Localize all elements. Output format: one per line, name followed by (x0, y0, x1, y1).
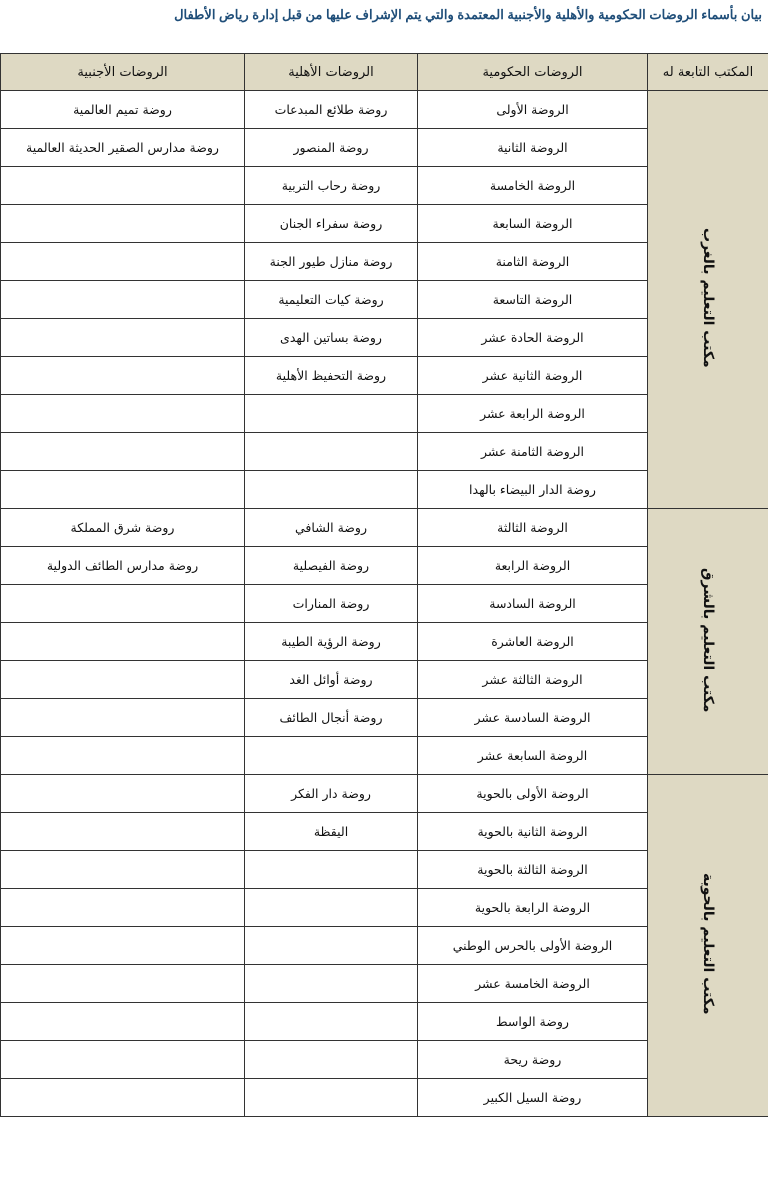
private-cell: روضة كيات التعليمية (245, 281, 418, 319)
private-cell (245, 737, 418, 775)
private-cell: روضة منازل طيور الجنة (245, 243, 418, 281)
foreign-cell (1, 395, 245, 433)
government-cell: الروضة الأولى بالحوية (418, 775, 648, 813)
office-cell (648, 775, 768, 1117)
private-cell: روضة الرؤية الطيبة (245, 623, 418, 661)
private-cell (245, 1003, 418, 1041)
government-cell: روضة الدار البيضاء بالهدا (418, 471, 648, 509)
government-cell: روضة السيل الكبير (418, 1079, 648, 1117)
private-cell: روضة التحفيظ الأهلية (245, 357, 418, 395)
foreign-cell: روضة تميم العالمية (1, 91, 245, 129)
office-name: مكتب التعليم بالشرق (700, 567, 716, 713)
private-cell: روضة بساتين الهدى (245, 319, 418, 357)
private-cell: روضة أنجال الطائف (245, 699, 418, 737)
government-cell: الروضة التاسعة (418, 281, 648, 319)
private-cell: اليقظة (245, 813, 418, 851)
private-cell (245, 1079, 418, 1117)
office-name: مكتب التعليم بالحوية (700, 873, 716, 1015)
government-cell: الروضة السادسة (418, 585, 648, 623)
table-row (1, 91, 768, 129)
private-cell (245, 927, 418, 965)
foreign-cell: روضة مدارس الطائف الدولية (1, 547, 245, 585)
government-cell: الروضة الثالثة (418, 509, 648, 547)
foreign-cell (1, 813, 245, 851)
government-cell: الروضة السادسة عشر (418, 699, 648, 737)
foreign-cell (1, 433, 245, 471)
government-cell: الروضة الحادة عشر (418, 319, 648, 357)
table-header-row (1, 54, 768, 91)
private-cell: روضة أوائل الغد (245, 661, 418, 699)
foreign-cell (1, 889, 245, 927)
private-cell (245, 1041, 418, 1079)
private-cell (245, 471, 418, 509)
header-private: الروضات الأهلية (245, 54, 418, 91)
foreign-cell (1, 699, 245, 737)
office-cell (648, 509, 768, 775)
government-cell: الروضة الثانية بالحوية (418, 813, 648, 851)
foreign-cell (1, 205, 245, 243)
government-cell: الروضة الثامنة عشر (418, 433, 648, 471)
foreign-cell (1, 965, 245, 1003)
private-cell: روضة طلائع المبدعات (245, 91, 418, 129)
foreign-cell (1, 927, 245, 965)
private-cell: روضة سفراء الجنان (245, 205, 418, 243)
government-cell: الروضة السابعة عشر (418, 737, 648, 775)
office-name: مكتب التعليم بالغرب (700, 228, 716, 368)
private-cell: روضة رحاب التربية (245, 167, 418, 205)
foreign-cell: روضة شرق المملكة (1, 509, 245, 547)
foreign-cell (1, 1041, 245, 1079)
header-office: المكتب التابعة له (648, 54, 768, 91)
foreign-cell (1, 1079, 245, 1117)
foreign-cell (1, 623, 245, 661)
foreign-cell (1, 357, 245, 395)
private-cell: روضة الشافي (245, 509, 418, 547)
table-row (1, 775, 768, 813)
government-cell: الروضة الأولى بالحرس الوطني (418, 927, 648, 965)
foreign-cell (1, 585, 245, 623)
private-cell (245, 851, 418, 889)
government-cell: روضة ريحة (418, 1041, 648, 1079)
government-cell: الروضة الثالثة بالحوية (418, 851, 648, 889)
foreign-cell (1, 167, 245, 205)
foreign-cell: روضة مدارس الصقير الحديثة العالمية (1, 129, 245, 167)
private-cell: روضة المنصور (245, 129, 418, 167)
government-cell: الروضة الرابعة (418, 547, 648, 585)
private-cell (245, 889, 418, 927)
foreign-cell (1, 661, 245, 699)
private-cell: روضة دار الفكر (245, 775, 418, 813)
header-foreign: الروضات الأجنبية (1, 54, 245, 91)
document-title: بيان بأسماء الروضات الحكومية والأهلية والأجنبية المعتمدة والتي يتم الإشراف عليها من قبل إدارة رياض الأطفال (174, 7, 762, 22)
government-cell: روضة الواسط (418, 1003, 648, 1041)
private-cell (245, 965, 418, 1003)
table-row (1, 509, 768, 547)
office-cell (648, 91, 768, 509)
foreign-cell (1, 1003, 245, 1041)
foreign-cell (1, 243, 245, 281)
government-cell: الروضة الثانية (418, 129, 648, 167)
foreign-cell (1, 319, 245, 357)
table-body (1, 91, 768, 1117)
kindergartens-table (0, 53, 768, 1117)
government-cell: الروضة السابعة (418, 205, 648, 243)
foreign-cell (1, 851, 245, 889)
government-cell: الروضة العاشرة (418, 623, 648, 661)
private-cell: روضة الفيصلية (245, 547, 418, 585)
government-cell: الروضة الثالثة عشر (418, 661, 648, 699)
government-cell: الروضة الخامسة عشر (418, 965, 648, 1003)
government-cell: الروضة الرابعة بالحوية (418, 889, 648, 927)
header-government: الروضات الحكومية (418, 54, 648, 91)
foreign-cell (1, 737, 245, 775)
private-cell (245, 433, 418, 471)
government-cell: الروضة الرابعة عشر (418, 395, 648, 433)
government-cell: الروضة الثامنة (418, 243, 648, 281)
government-cell: الروضة الخامسة (418, 167, 648, 205)
private-cell (245, 395, 418, 433)
foreign-cell (1, 775, 245, 813)
foreign-cell (1, 471, 245, 509)
foreign-cell (1, 281, 245, 319)
government-cell: الروضة الثانية عشر (418, 357, 648, 395)
government-cell: الروضة الأولى (418, 91, 648, 129)
private-cell: روضة المنارات (245, 585, 418, 623)
